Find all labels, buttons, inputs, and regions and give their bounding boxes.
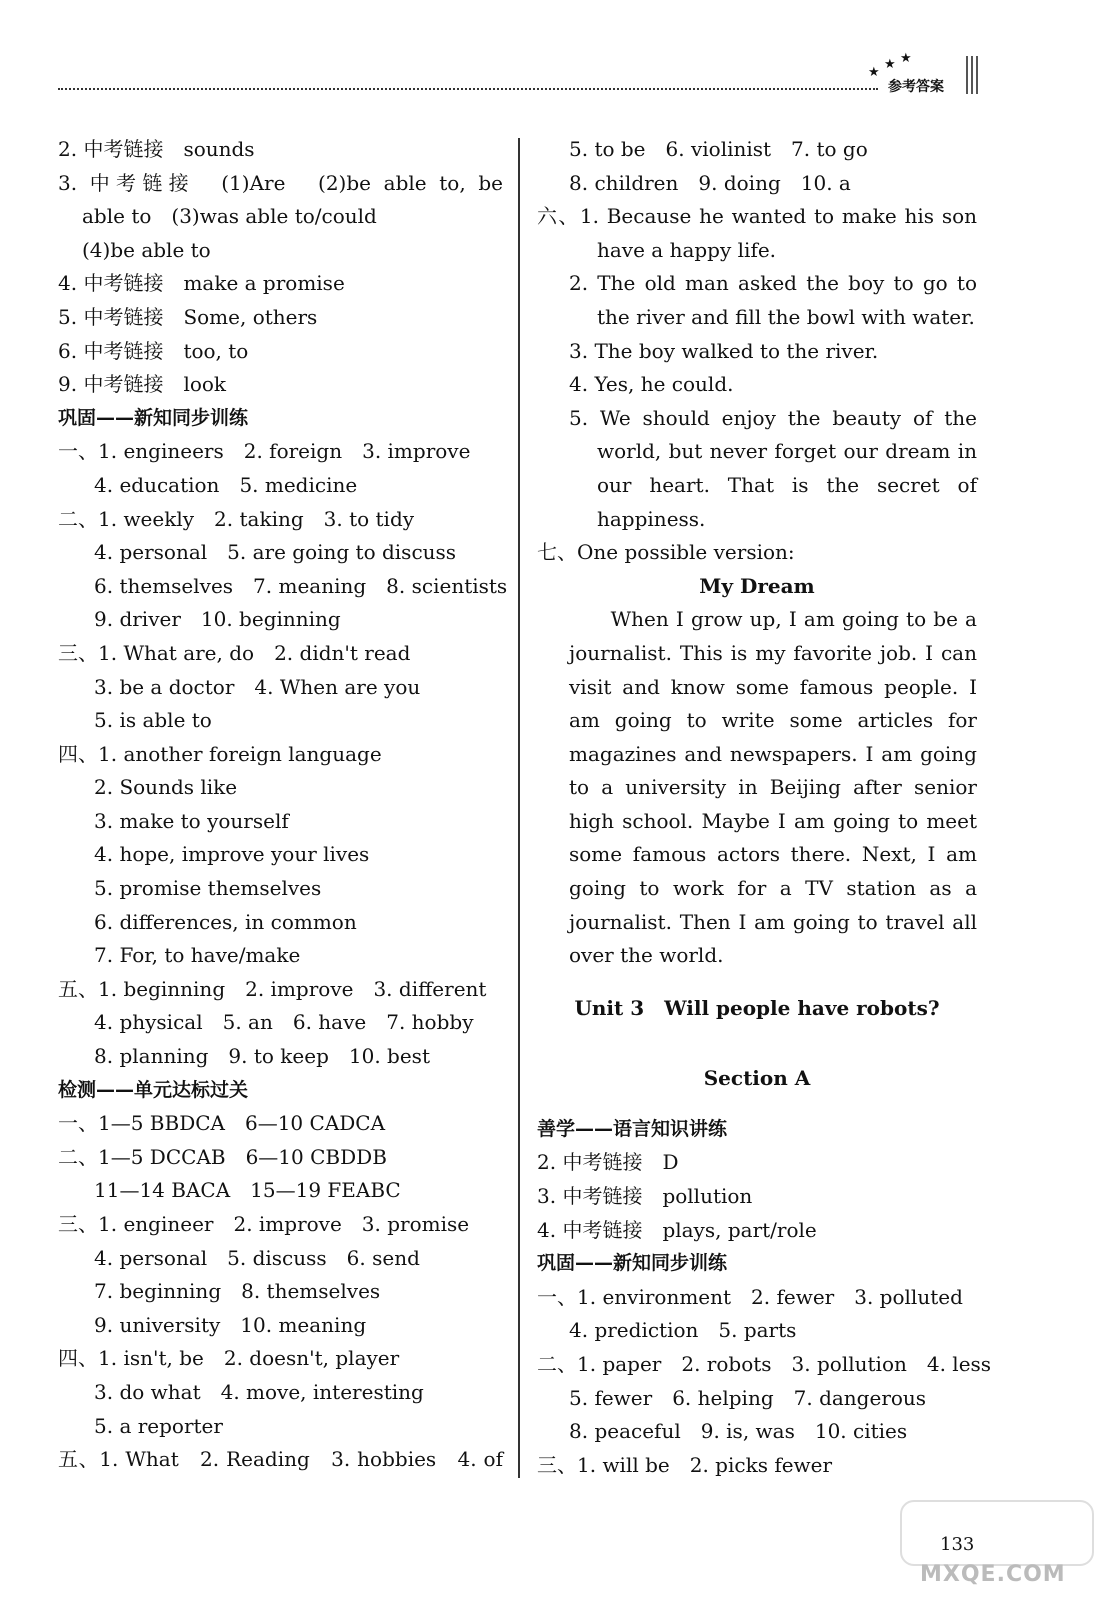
left-column-line: 6. differences, in common: [94, 909, 357, 934]
left-column-line: 3. do what 4. move, interesting: [94, 1379, 424, 1404]
left-column-line: 9. university 10. meaning: [94, 1312, 367, 1337]
left-column-line: 4. physical 5. an 6. have 7. hobby: [94, 1010, 474, 1035]
right-column-line: journalist. Then I am going to travel all: [569, 909, 977, 934]
right-column-line: the river and fill the bowl with water.: [597, 304, 975, 329]
right-column-line: 三、1. will be 2. picks fewer: [537, 1452, 833, 1477]
right-column-line: world, but never forget our dream in: [597, 439, 977, 464]
right-column-line: high school. Maybe I am going to meet: [569, 808, 977, 833]
right-column-line: 5. to be 6. violinist 7. to go: [569, 137, 868, 161]
right-column-line: 2. 中考链接 D: [537, 1150, 679, 1175]
page-number: 133: [940, 1534, 975, 1555]
left-column-line: 三、1. engineer 2. improve 3. promise: [58, 1212, 470, 1236]
left-column-line: 二、1. weekly 2. taking 3. to tidy: [58, 506, 415, 531]
right-column-line: When I grow up, I am going to be a: [569, 607, 977, 632]
right-column-line: 二、1. paper 2. robots 3. pollution 4. less: [537, 1352, 992, 1376]
left-column-line: 检测——单元达标过关: [58, 1078, 249, 1101]
right-column-line: 4. prediction 5. parts: [569, 1318, 797, 1343]
left-column-line: 9. driver 10. beginning: [94, 607, 341, 632]
right-column-line: 善学——语言知识讲练: [537, 1117, 728, 1140]
header-stars-icon: ★ ★ ★: [868, 51, 912, 80]
right-column-line: going to work for a TV station as a: [569, 876, 977, 901]
right-column-line: 3. 中考链接 pollution: [537, 1184, 753, 1209]
right-column-line: over the world.: [569, 943, 724, 968]
left-column-line: 3. be a doctor 4. When are you: [94, 674, 421, 699]
right-column-line: journalist. This is my favorite job. I can: [569, 640, 977, 665]
right-column-line: to a university in Beijing after senior: [569, 775, 977, 800]
right-column-line: Unit 3 Will people have robots?: [574, 995, 940, 1020]
right-column-line: My Dream: [699, 573, 815, 598]
header-bars-icon: [966, 56, 980, 96]
left-column-line: 三、1. What are, do 2. didn't read: [58, 640, 411, 665]
left-column-line: 6. themselves 7. meaning 8. scientists: [94, 573, 508, 598]
right-column-line: 2. The old man asked the boy to go to: [569, 271, 977, 296]
right-column-line: 8. peaceful 9. is, was 10. cities: [569, 1419, 908, 1444]
right-column-line: 六、1. Because he wanted to make his son: [537, 204, 977, 229]
left-column-line: 4. personal 5. discuss 6. send: [94, 1245, 420, 1270]
left-column-line: 2. Sounds like: [94, 775, 238, 800]
column-divider: [518, 138, 520, 1478]
right-column-line: 七、One possible version:: [537, 540, 795, 565]
left-column-line: 6. 中考链接 too, to: [58, 338, 249, 363]
left-column-line: 5. 中考链接 Some, others: [58, 304, 318, 329]
right-column-line: am going to write some articles for: [569, 708, 977, 733]
left-column-line: 3. 中考链接 (1)Are (2)be able to, be: [58, 170, 503, 195]
left-column-line: 五、1. beginning 2. improve 3. different: [58, 976, 487, 1001]
left-column-line: 11—14 BACA 15—19 FEABC: [94, 1178, 401, 1203]
left-column-line: 五、1. What 2. Reading 3. hobbies 4. of: [58, 1447, 503, 1472]
left-column-line: 2. 中考链接 sounds: [58, 137, 255, 161]
left-column-line: 4. hope, improve your lives: [94, 842, 370, 867]
left-column-line: 4. personal 5. are going to discuss: [94, 540, 457, 565]
right-column-line: 巩固——新知同步训练: [537, 1252, 728, 1275]
right-column-line: 8. children 9. doing 10. a: [569, 170, 851, 195]
left-column-line: 5. promise themselves: [94, 876, 322, 901]
header-rule: [58, 88, 878, 90]
left-column-line: 一、1. engineers 2. foreign 3. improve: [58, 439, 471, 464]
left-column-line: 4. education 5. medicine: [94, 472, 358, 497]
right-column-line: 4. 中考链接 plays, part/role: [537, 1217, 817, 1242]
left-column: [58, 133, 508, 1477]
watermark-badge-icon: [900, 1500, 1094, 1566]
right-column-line: magazines and newspapers. I am going: [569, 741, 977, 766]
left-column-line: 4. 中考链接 make a promise: [58, 271, 345, 296]
right-column-line: 5. We should enjoy the beauty of the: [569, 405, 977, 430]
left-column-line: 9. 中考链接 look: [58, 372, 227, 397]
left-column-line: 7. beginning 8. themselves: [94, 1279, 381, 1304]
left-column-line: (4)be able to: [82, 237, 211, 262]
right-column-line: 5. fewer 6. helping 7. dangerous: [569, 1385, 927, 1410]
watermark-logo: [900, 1500, 1090, 1590]
right-column-line: our heart. That is the secret of: [597, 472, 977, 497]
right-column-line: Section A: [703, 1065, 811, 1090]
right-column-line: visit and know some famous people. I: [569, 674, 977, 699]
right-column-line: some famous actors there. Next, I am: [569, 842, 977, 867]
left-column-line: 5. a reporter: [94, 1413, 223, 1438]
right-column-line: happiness.: [597, 506, 706, 531]
header-label: 参考答案: [888, 79, 944, 95]
left-column-line: 7. For, to have/make: [94, 943, 301, 968]
left-column-line: 四、1. another foreign language: [58, 741, 382, 766]
right-column-line: 一、1. environment 2. fewer 3. polluted: [537, 1284, 963, 1309]
watermark-site: MXQE.COM: [920, 1562, 1066, 1587]
left-column-line: able to (3)was able to/could: [82, 204, 377, 229]
left-column-line: 巩固——新知同步训练: [58, 406, 249, 429]
left-column-line: 一、1—5 BBDCA 6—10 CADCA: [58, 1111, 386, 1136]
right-column-line: have a happy life.: [597, 237, 777, 262]
right-column-line: 4. Yes, he could.: [569, 372, 734, 397]
left-column-line: 5. is able to: [94, 708, 212, 733]
left-column-line: 8. planning 9. to keep 10. best: [94, 1044, 430, 1069]
right-column: [537, 133, 992, 1482]
left-column-line: 二、1—5 DCCAB 6—10 CBDDB: [58, 1144, 387, 1169]
left-column-line: 四、1. isn't, be 2. doesn't, player: [58, 1346, 400, 1371]
left-column-line: 3. make to yourself: [94, 808, 289, 833]
right-column-line: 3. The boy walked to the river.: [569, 338, 879, 363]
